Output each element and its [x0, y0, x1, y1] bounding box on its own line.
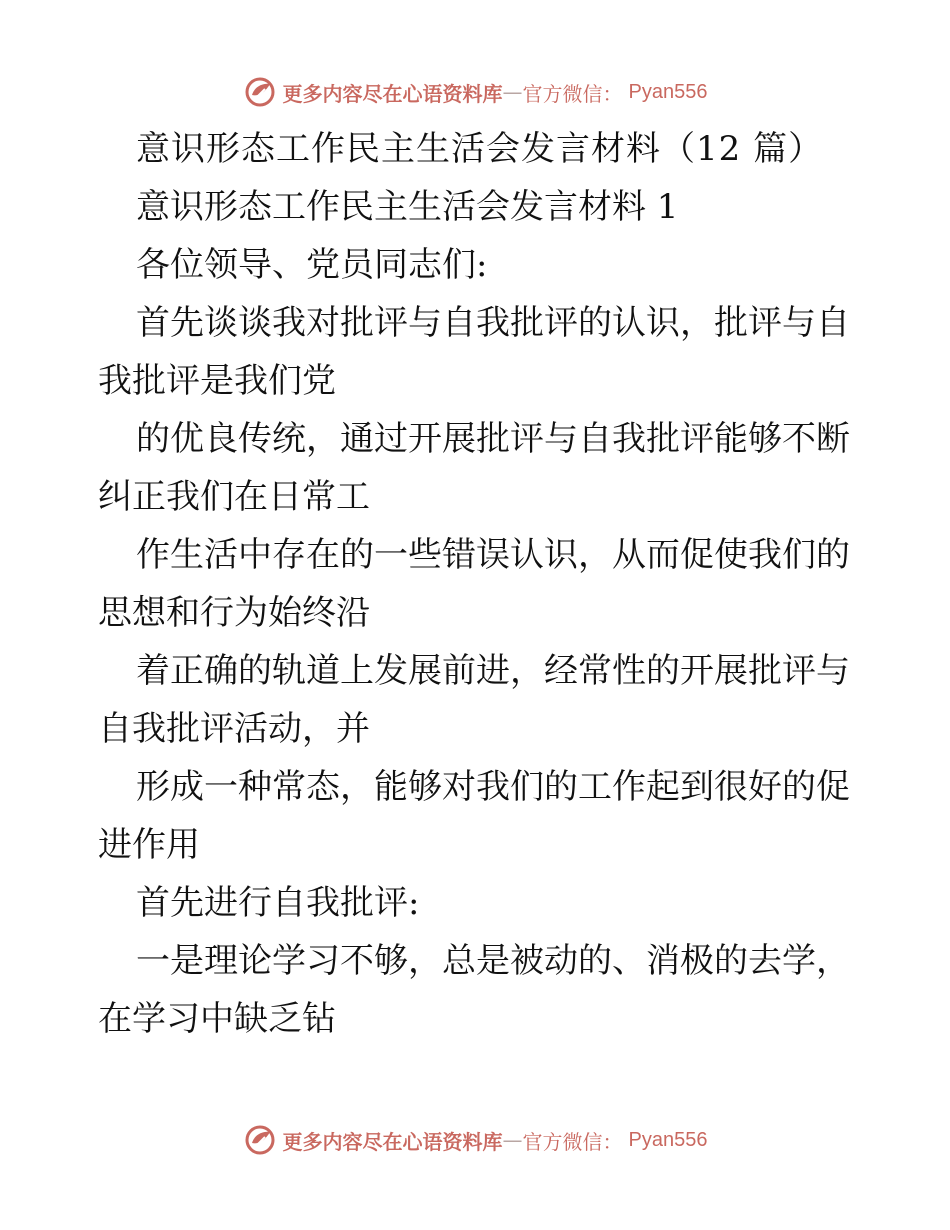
paragraph-line: 作生活中存在的一些错误认识，从而促使我们的 [136, 535, 850, 575]
document-body [98, 120, 858, 1048]
salutation: 各位领导、党员同志们: [136, 245, 488, 285]
section-heading: 意识形态工作民主生活会发言材料 1 [136, 187, 679, 227]
paragraph-line: 我批评是我们党 [98, 361, 336, 401]
paragraph-line: 纠正我们在日常工 [98, 477, 370, 517]
paragraph-line: 在学习中缺乏钻 [98, 999, 336, 1039]
header-watermark-banner [0, 72, 950, 112]
banner-wechat-label: 官方微信： [522, 81, 623, 106]
paragraph-line: 首先谈谈我对批评与自我批评的认识，批评与自 [136, 303, 850, 343]
paragraph-line: 形成一种常态，能够对我们的工作起到很好的促 [136, 767, 850, 807]
leaf-swirl-icon [243, 75, 277, 109]
paragraph-line: 的优良传统，通过开展批评与自我批评能够不断 [136, 419, 850, 459]
paragraph-line: 进作用 [98, 825, 200, 865]
banner-separator: — [502, 80, 523, 104]
banner-site-name: 更多内容尽在心语资料库 [282, 81, 503, 106]
banner-site-name: 更多内容尽在心语资料库 [282, 1129, 503, 1154]
paragraph-line: 思想和行为始终沿 [98, 593, 370, 633]
banner-wechat-label: 官方微信： [522, 1129, 623, 1154]
banner-wechat-id: Pyan556 [628, 80, 708, 103]
document-title: 意识形态工作民主生活会发言材料（12 篇） [136, 129, 824, 169]
banner-wechat-id: Pyan556 [628, 1128, 708, 1151]
paragraph-line: 一是理论学习不够，总是被动的、消极的去学， [136, 941, 850, 981]
leaf-swirl-icon [243, 1123, 277, 1157]
paragraph-line: 自我批评活动，并 [98, 709, 370, 749]
banner-separator: — [502, 1128, 523, 1152]
footer-watermark-banner [0, 1120, 950, 1160]
paragraph-line: 着正确的轨道上发展前进，经常性的开展批评与 [136, 651, 850, 691]
paragraph-line: 首先进行自我批评: [136, 883, 420, 923]
